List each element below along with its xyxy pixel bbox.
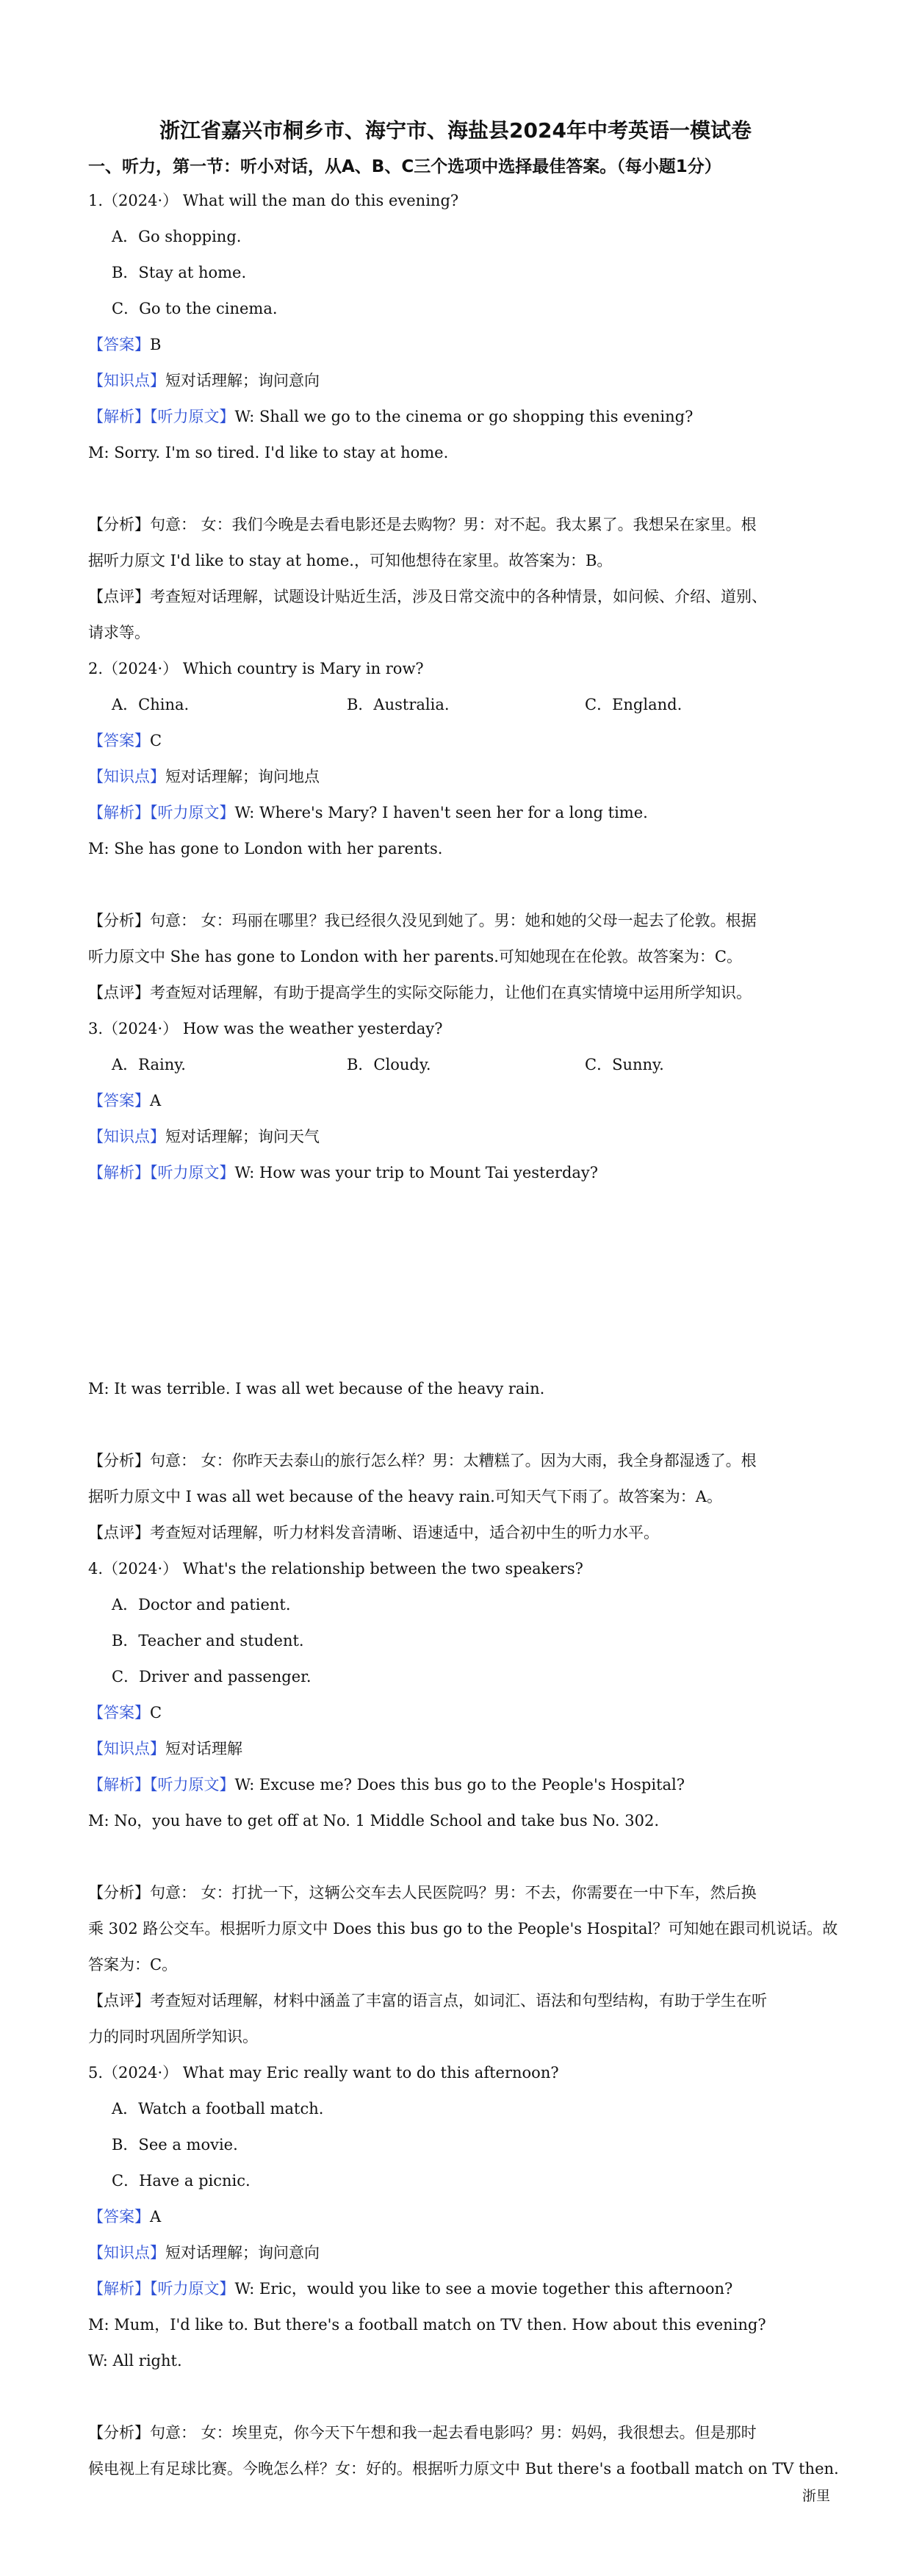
question-3-answer: 【答案】A bbox=[88, 1092, 162, 1109]
question-5-option-b: B．See a movie. bbox=[112, 2136, 238, 2154]
page-title: 浙江省嘉兴市桐乡市、海宁市、海盐县2024年中考英语一模试卷 bbox=[159, 118, 752, 143]
question-1-knowledge: 【知识点】短对话理解；询问意向 bbox=[88, 372, 320, 389]
question-5-option-a: A．Watch a football match. bbox=[112, 2100, 324, 2118]
question-3-analysis-line2: 据听力原文中 I was all wet because of the heavy rain.可知天气下雨了。故答案为：A。 bbox=[88, 1488, 722, 1505]
question-3-source-line2: M: It was terrible. I was all wet because of the heavy rain. bbox=[88, 1380, 545, 1397]
question-2-analysis-line2: 听力原文中 She has gone to London with her parents.可知她现在在伦敦。故答案为：C。 bbox=[88, 948, 742, 965]
question-1-source: 【解析】【听力原文】W: Shall we go to the cinema or go shopping this evening? bbox=[88, 408, 694, 425]
question-2-comment: 【点评】考查短对话理解，有助于提高学生的实际交际能力，让他们在真实情境中运用所学知识。 bbox=[88, 984, 752, 1001]
question-4-comment: 【点评】考查短对话理解，材料中涵盖了丰富的语言点，如词汇、语法和句型结构，有助于学生在听 bbox=[88, 1992, 767, 2010]
question-1-comment-line2: 请求等。 bbox=[88, 624, 150, 641]
question-4-analysis: 【分析】句意： 女：打扰一下，这辆公交车去人民医院吗？男：不去，你需要在一中下车，然后换 bbox=[88, 1884, 757, 1902]
question-2-knowledge: 【知识点】短对话理解；询问地点 bbox=[88, 768, 320, 785]
question-1-analysis-line2: 据听力原文 I'd like to stay at home.，可知他想待在家里。故答案为：B。 bbox=[88, 552, 613, 569]
question-5-answer: 【答案】A bbox=[88, 2208, 162, 2226]
question-5-option-c: C．Have a picnic. bbox=[112, 2172, 251, 2190]
question-4-comment-line2: 力的同时巩固所学知识。 bbox=[88, 2028, 258, 2046]
question-2-analysis: 【分析】句意： 女：玛丽在哪里？我已经很久没见到她了。男：她和她的父母一起去了伦敦。根据 bbox=[88, 912, 757, 929]
question-3-option-a: A．Rainy. bbox=[112, 1056, 186, 1073]
question-4-option-b: B．Teacher and student. bbox=[112, 1632, 304, 1649]
question-5-knowledge: 【知识点】短对话理解；询问意向 bbox=[88, 2244, 320, 2262]
question-2-answer: 【答案】C bbox=[88, 732, 162, 749]
question-5-analysis-line2: 候电视上有足球比赛。今晚怎么样？女：好的。根据听力原文中 But there's a football match on TV then. bbox=[88, 2460, 839, 2478]
question-5-analysis: 【分析】句意： 女：埃里克，你今天下午想和我一起去看电影吗？男：妈妈，我很想去。但是那时 bbox=[88, 2424, 757, 2442]
question-4-option-c: C．Driver and passenger. bbox=[112, 1668, 312, 1685]
question-5-stem: 5.（2024·） What may Eric really want to do this afternoon? bbox=[88, 2064, 559, 2082]
question-1-analysis: 【分析】句意： 女：我们今晚是去看电影还是去购物？男：对不起。我太累了。我想呆在家里。根 bbox=[88, 516, 757, 533]
question-2-source: 【解析】【听力原文】W: Where's Mary? I haven't seen her for a long time. bbox=[88, 804, 648, 821]
question-1-comment: 【点评】考查短对话理解，试题设计贴近生活，涉及日常交流中的各种情景，如问候、介绍、道别、 bbox=[88, 588, 767, 605]
question-4-stem: 4.（2024·） What's the relationship between the two speakers? bbox=[88, 1560, 583, 1577]
question-2-option-c: C．England. bbox=[585, 696, 683, 713]
section-heading: 一、听力，第一节：听小对话，从A、B、C三个选项中选择最佳答案。（每小题1分） bbox=[88, 157, 721, 176]
question-1-option-c: C．Go to the cinema. bbox=[112, 300, 278, 317]
question-4-option-a: A．Doctor and patient. bbox=[112, 1596, 291, 1613]
question-4-source: 【解析】【听力原文】W: Excuse me? Does this bus go to the People's Hospital? bbox=[88, 1776, 685, 1794]
question-3-option-c: C．Sunny. bbox=[585, 1056, 664, 1073]
question-3-option-b: B．Cloudy. bbox=[347, 1056, 431, 1073]
question-1-answer: 【答案】B bbox=[88, 336, 162, 353]
question-3-comment: 【点评】考查短对话理解，听力材料发音清晰、语速适中，适合初中生的听力水平。 bbox=[88, 1524, 659, 1541]
question-4-analysis-line2: 乘 302 路公交车。根据听力原文中 Does this bus go to the People's Hospital？可知她在跟司机说话。故 bbox=[88, 1920, 838, 1938]
question-3-knowledge: 【知识点】短对话理解；询问天气 bbox=[88, 1128, 320, 1145]
question-4-analysis-line3: 答案为：C。 bbox=[88, 1956, 178, 1974]
question-2-stem: 2.（2024·） Which country is Mary in row? bbox=[88, 660, 424, 677]
question-1-option-b: B．Stay at home. bbox=[112, 264, 247, 281]
question-5-source-line2: M: Mum，I'd like to. But there's a football match on TV then. How about this evening? bbox=[88, 2316, 766, 2334]
question-2-option-a: A．China. bbox=[112, 696, 190, 713]
question-1-stem: 1.（2024·） What will the man do this evening? bbox=[88, 192, 459, 209]
question-4-source-line2: M: No，you have to get off at No. 1 Middle School and take bus No. 302. bbox=[88, 1812, 660, 1830]
question-4-knowledge: 【知识点】短对话理解 bbox=[88, 1740, 242, 1757]
question-1-source-line2: M: Sorry. I'm so tired. I'd like to stay at home. bbox=[88, 444, 449, 461]
question-4-answer: 【答案】C bbox=[88, 1704, 162, 1721]
question-5-source: 【解析】【听力原文】W: Eric，would you like to see a movie together this afternoon? bbox=[88, 2280, 733, 2298]
question-5-source-line3: W: All right. bbox=[88, 2352, 182, 2370]
question-1-option-a: A．Go shopping. bbox=[112, 228, 242, 245]
question-2-source-line2: M: She has gone to London with her parents. bbox=[88, 840, 443, 857]
question-2-option-b: B．Australia. bbox=[347, 696, 450, 713]
page-footer: 浙里 bbox=[802, 2488, 830, 2504]
question-3-source: 【解析】【听力原文】W: How was your trip to Mount Tai yesterday? bbox=[88, 1164, 599, 1181]
question-3-stem: 3.（2024·） How was the weather yesterday? bbox=[88, 1020, 443, 1037]
question-3-analysis: 【分析】句意： 女：你昨天去泰山的旅行怎么样？男：太糟糕了。因为大雨，我全身都湿透了。根 bbox=[88, 1452, 757, 1469]
